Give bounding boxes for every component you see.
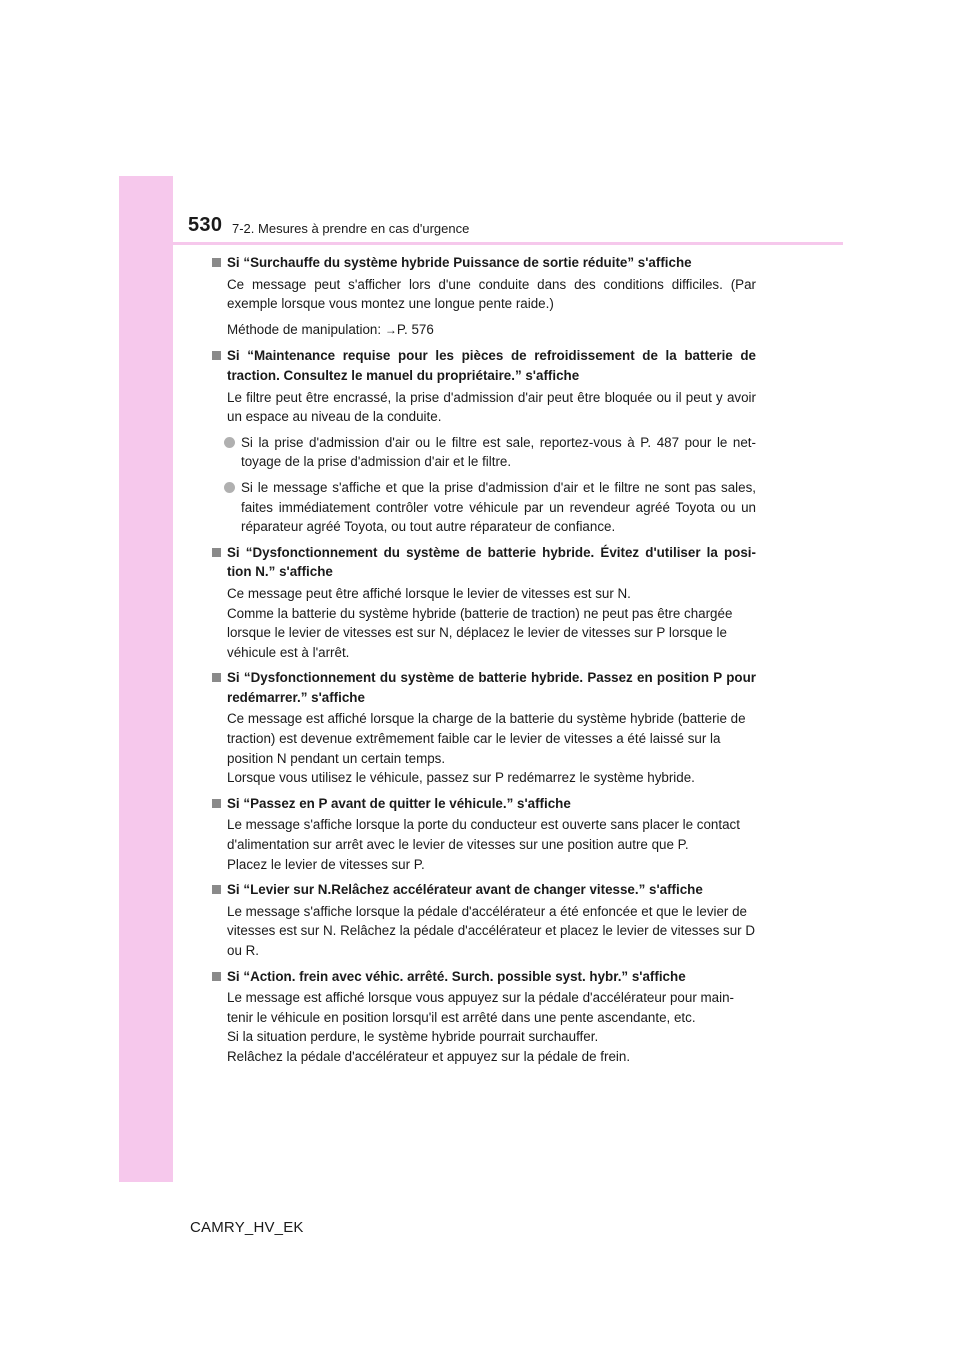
square-marker-icon [212, 799, 221, 808]
item-heading [212, 253, 756, 273]
arrow-right-icon: → [384, 322, 397, 337]
square-marker-icon [212, 351, 221, 360]
item-heading [212, 880, 756, 900]
section-item-7 [212, 967, 756, 1067]
section-item-6 [212, 880, 756, 960]
section-item-4 [212, 668, 756, 788]
section-item-1 [212, 253, 756, 340]
item-heading [212, 543, 756, 582]
square-marker-icon [212, 258, 221, 267]
text-line: Si la situation perdure, le système hybride pourrait surchauffer. [227, 1029, 599, 1045]
item-text: Le filtre peut être encrassé, la prise d'admission d'air peut être bloquée ou il peut y avoir un espace au niveau de la conduite. [227, 389, 756, 425]
section-item-5 [212, 794, 756, 874]
item-heading [212, 967, 756, 987]
footer-model-code: CAMRY_HV_EK [190, 1219, 304, 1236]
text-line: Le message est affiché lorsque vous appuyez sur la pédale d'accélérateur pour main-tenir le véhicule en position lorsqu'il est arrêté dans une pente ascendante, etc. [227, 990, 734, 1025]
content-body [212, 253, 756, 1073]
text-line: Le message s'affiche lorsque la pédale d'accélérateur a été enfoncée et que le levier de vitesses est sur N. Relâchez la pédale d'accélérateur et placez le levier de vitesses sur D ou R. [227, 903, 756, 958]
section-item-3 [212, 543, 756, 663]
page-number: 530 [188, 214, 223, 236]
item-text [212, 902, 756, 961]
item-text [212, 584, 756, 662]
square-marker-icon [212, 548, 221, 557]
square-marker-icon [212, 673, 221, 682]
item-title: Si “Levier sur N.Relâchez accélérateur avant de changer vitesse.” s'affiche [227, 882, 703, 898]
reference-prefix: Méthode de manipulation: [227, 321, 385, 337]
page-reference [212, 320, 756, 341]
text-line: Le message s'affiche lorsque la porte du conducteur est ouverte sans placer le contact d'alimentation sur arrêt avec le levier de vitesses sur une position autre que P. [227, 817, 740, 853]
item-text: Ce message peut s'afficher lors d'une conduite dans des conditions difficiles. (Par exemple lorsque vous montez une longue pente raide.) [227, 276, 756, 312]
item-title: Si “Action. frein avec véhic. arrêté. Surch. possible syst. hybr.” s'affiche [227, 968, 686, 984]
text-line: Ce message peut être affiché lorsque le levier de vitesses est sur N. [227, 585, 631, 601]
item-text [212, 988, 756, 1066]
reference-target[interactable]: P. 576 [396, 321, 434, 337]
bullet-item [212, 433, 756, 472]
text-line: Relâchez la pédale d'accélérateur et appuyez sur la pédale de frein. [227, 1048, 631, 1064]
text-line: Ce message est affiché lorsque la charge de la batterie du système hybride (batterie de traction) est devenue extrêmement faible car le levier de vitesses a été laissé sur la position N pendant un certain temps. [227, 711, 746, 766]
square-marker-icon [212, 885, 221, 894]
item-title: Si “Surchauffe du système hybride Puissance de sortie réduite” s'affiche [227, 255, 692, 270]
bullet-dot-icon [224, 437, 235, 448]
text-line: Placez le levier de vitesses sur P. [227, 856, 425, 872]
section-header: 7-2. Mesures à prendre en cas d'urgence [232, 221, 470, 236]
item-text [212, 709, 756, 787]
bullet-item [212, 478, 756, 537]
bullet-dot-icon [224, 482, 235, 493]
side-tab-band [119, 176, 173, 1182]
square-marker-icon [212, 972, 221, 981]
header-rule [173, 242, 843, 245]
item-heading [212, 346, 756, 385]
item-heading [212, 668, 756, 707]
bullet-text: Si le message s'affiche et que la prise d'admission d'air et le filtre ne sont pas sales, faites immédiatement contrôler votre véhicule par un revendeur agréé Toyota ou un réparateur agréé Toyota, ou tout autre réparateur de confiance. [241, 479, 756, 535]
item-title: Si “Dysfonctionnement du système de batterie hybride. Évitez d'utiliser la posi-tion N.” s'affiche [227, 544, 756, 580]
bullet-text: Si la prise d'admission d'air ou le filtre est sale, reportez-vous à P. 487 pour le net-toyage de la prise d'admission d'air et le filtre. [241, 434, 756, 470]
item-title: Si “Maintenance requise pour les pièces de refroidissement de la batterie de traction. Consultez le manuel du propriétaire.” s'affiche [227, 348, 756, 383]
item-text [212, 815, 756, 874]
text-line: Lorsque vous utilisez le véhicule, passez sur P redémarrez le système hybride. [227, 770, 695, 786]
item-heading [212, 794, 756, 814]
section-item-2 [212, 346, 756, 536]
item-title: Si “Passez en P avant de quitter le véhicule.” s'affiche [227, 795, 571, 811]
text-line: Comme la batterie du système hybride (batterie de traction) ne peut pas être chargée lorsque le levier de vitesses est sur N, déplacez le levier de vitesses sur P lorsque le véhicule est à l'arrêt. [227, 605, 733, 660]
item-title: Si “Dysfonctionnement du système de batterie hybride. Passez en position P pour redémarrer.” s'affiche [227, 670, 756, 705]
